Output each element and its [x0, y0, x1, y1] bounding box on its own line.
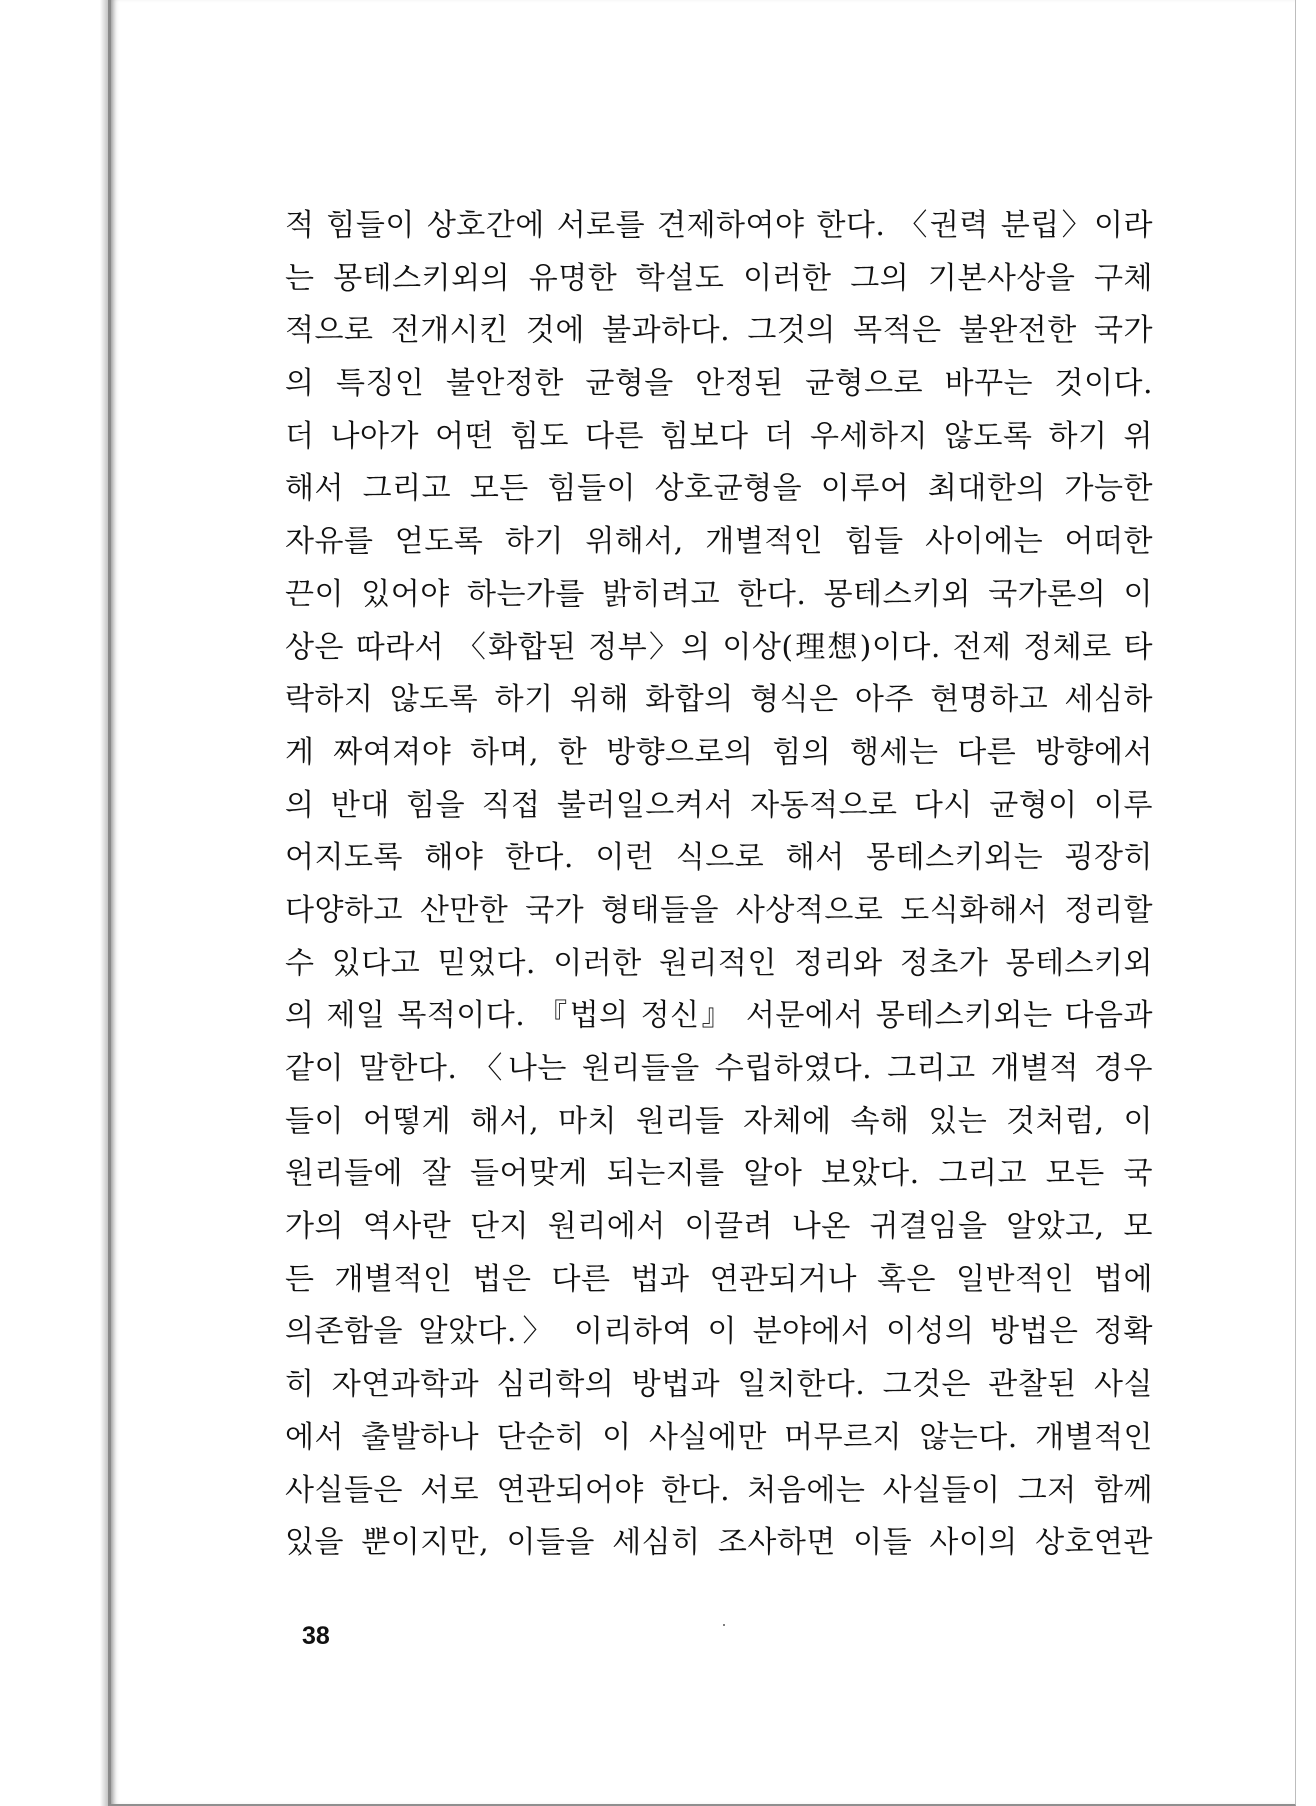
page-number: 38: [302, 1622, 330, 1650]
text-line-3: 적으로 전개시킨 것에 불과하다. 그것의 목적은 불완전한 국가: [285, 313, 1153, 349]
text-line-24: 에서 출발하나 단순히 이 사실에만 머무르지 않는다. 개별적인: [285, 1419, 1153, 1455]
text-line-17: 같이 말한다. 〈나는 원리들을 수립하였다. 그리고 개별적 경우: [285, 1051, 1153, 1086]
text-line-6: 해서 그리고 모든 힘들이 상호균형을 이루어 최대한의 가능한: [285, 471, 1153, 507]
text-line-10: 락하지 않도록 하기 위해 화합의 형식은 아주 현명하고 세심하: [285, 682, 1153, 718]
text-line-23: 히 자연과학과 심리학의 방법과 일치한다. 그것은 관찰된 사실: [285, 1367, 1153, 1403]
text-line-20: 가의 역사란 단지 원리에서 이끌려 나온 귀결임을 알았고, 모: [285, 1209, 1153, 1245]
text-line-22: 의존함을 알았다.〉 이리하여 이 분야에서 이성의 방법은 정확: [285, 1314, 1153, 1350]
scan-speck: [723, 1624, 725, 1626]
text-line-12: 의 반대 힘을 직접 불러일으켜서 자동적으로 다시 균형이 이루: [285, 787, 1153, 823]
text-line-1: 적 힘들이 상호간에 서로를 견제하여야 한다. 〈권력 분립〉이라: [285, 208, 1153, 243]
text-line-15: 수 있다고 믿었다. 이러한 원리적인 정리와 정초가 몽테스키외: [285, 945, 1153, 981]
text-line-25: 사실들은 서로 연관되어야 한다. 처음에는 사실들이 그저 함께: [285, 1472, 1153, 1508]
text-line-5: 더 나아가 어떤 힘도 다른 힘보다 더 우세하지 않도록 하기 위: [285, 418, 1153, 454]
text-line-21: 든 개별적인 법은 다른 법과 연관되거나 혹은 일반적인 법에: [285, 1261, 1153, 1297]
text-line-16: 의 제일 목적이다. 『법의 정신』 서문에서 몽테스키외는 다음과: [285, 998, 1153, 1034]
text-line-26: 있을 뿐이지만, 이들을 세심히 조사하면 이들 사이의 상호연관: [285, 1525, 1153, 1561]
text-line-9: 상은 따라서 〈화합된 정부〉의 이상(理想)이다. 전제 정체로 타: [285, 629, 1153, 665]
text-line-18: 들이 어떻게 해서, 마치 원리들 자체에 속해 있는 것처럼, 이: [285, 1103, 1153, 1139]
body-text: [285, 200, 1153, 1570]
text-line-14: 다양하고 산만한 국가 형태들을 사상적으로 도식화해서 정리할: [285, 892, 1153, 928]
text-line-7: 자유를 얻도록 하기 위해서, 개별적인 힘들 사이에는 어떠한: [285, 524, 1153, 560]
text-line-19: 원리들에 잘 들어맞게 되는지를 알아 보았다. 그리고 모든 국: [285, 1156, 1153, 1192]
text-line-11: 게 짜여져야 하며, 한 방향으로의 힘의 행세는 다른 방향에서: [285, 734, 1153, 770]
text-line-2: 는 몽테스키외의 유명한 학설도 이러한 그의 기본사상을 구체: [285, 260, 1153, 296]
text-line-13: 어지도록 해야 한다. 이런 식으로 해서 몽테스키외는 굉장히: [285, 840, 1153, 876]
text-line-4: 의 특징인 불안정한 균형을 안정된 균형으로 바꾸는 것이다.: [285, 366, 1153, 402]
text-line-8: 끈이 있어야 하는가를 밝히려고 한다. 몽테스키외 국가론의 이: [285, 576, 1153, 612]
